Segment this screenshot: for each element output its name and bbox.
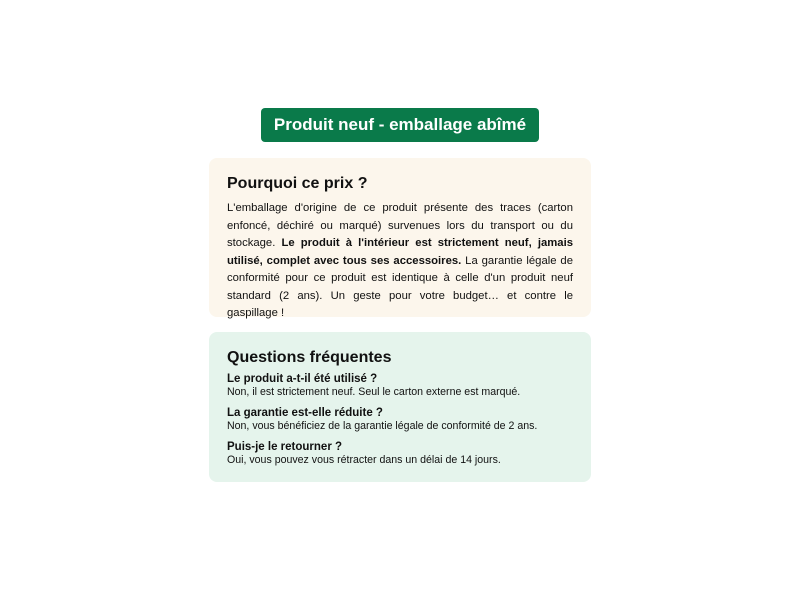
why-price-text-outro: La garantie légale de conformité pour ce produit est identique à celle d'un produit neuf standard (2 ans). Un geste pour votre budget… et contre le gaspillage !: [227, 254, 573, 319]
faq-item: [227, 440, 573, 467]
why-price-title: Pourquoi ce prix ?: [227, 175, 368, 192]
faq-card: [209, 332, 591, 482]
condition-badge: Produit neuf - emballage abîmé: [261, 108, 539, 142]
faq-item: [227, 372, 573, 399]
faq-question: Puis-je le retourner ?: [227, 441, 343, 453]
why-price-card: [209, 158, 591, 317]
faq-answer: Oui, vous pouvez vous rétracter dans un délai de 14 jours.: [227, 454, 501, 466]
faq-question: La garantie est-elle réduite ?: [227, 407, 383, 419]
why-price-text-intro: L'emballage d'origine de ce produit présente des traces (carton enfoncé, déchiré ou marqué) survenues lors du transport ou du stockage.: [227, 202, 573, 249]
faq-answer: Non, vous bénéficiez de la garantie légale de conformité de 2 ans.: [227, 420, 538, 432]
why-price-text: [227, 200, 573, 323]
faq-question: Le produit a-t-il été utilisé ?: [227, 373, 378, 385]
faq-title: Questions fréquentes: [227, 349, 392, 366]
why-price-text-emphasis: Le produit à l'intérieur est strictement neuf, jamais utilisé, complet avec tous ses accessoires.: [227, 237, 573, 267]
faq-answer: Non, il est strictement neuf. Seul le carton externe est marqué.: [227, 386, 521, 398]
faq-item: [227, 406, 573, 433]
